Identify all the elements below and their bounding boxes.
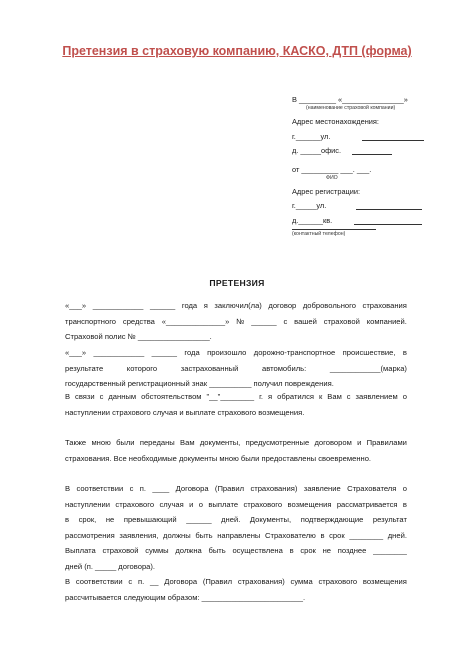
claim-heading: ПРЕТЕНЗИЯ [209, 278, 265, 288]
paragraph-word: страхового [115, 499, 155, 509]
paragraph-word: __ [149, 577, 159, 586]
paragraph-appeal [65, 389, 407, 420]
paragraph-word: ______ [149, 301, 176, 310]
addressee-to-line: В _________ «_______________» [292, 95, 408, 104]
paragraph-word: о [402, 484, 407, 493]
registration-address-label: Адрес регистрации: [292, 187, 361, 196]
sender-from-line: от _________ ___. ___. [292, 165, 372, 174]
paragraph-line: рассчитывается следующим образом: ________________________. [65, 592, 306, 602]
paragraph-word: наступлении [65, 499, 111, 509]
paragraph-word: Правилами [366, 438, 407, 447]
paragraph-word: я [268, 392, 273, 401]
paragraph-word: быть [195, 530, 213, 540]
paragraph-word: связи [75, 392, 95, 401]
paragraph-word: заявлением [355, 392, 398, 401]
paragraph-word: п. [139, 484, 146, 493]
paragraph-word: о [198, 499, 203, 509]
paragraph-word: рассматривается [336, 499, 398, 509]
paragraph-word: Страхователя [347, 484, 397, 493]
paragraph-word: страхования [362, 301, 407, 310]
paragraph-word: Вам [327, 392, 342, 401]
paragraph-word: Страхователю [264, 530, 316, 540]
paragraph-word: в [65, 515, 70, 524]
paragraph-word: и [189, 499, 194, 509]
paragraph-word: соответствии [75, 577, 123, 586]
paragraph-word: ____________ [92, 301, 144, 310]
paragraph-word: я [203, 301, 208, 310]
paragraph-word: произошло [207, 348, 247, 357]
paragraph-word: компанией. [366, 316, 407, 326]
paragraph-word: заявление [303, 484, 341, 493]
document-title: Претензия в страховую компанию, КАСКО, ДТП (форма) [62, 44, 412, 58]
paragraph-word: № [236, 316, 245, 326]
paragraph-word: автомобиль: [261, 363, 307, 373]
paragraph-accident [65, 345, 407, 392]
paragraph-word: страховой [323, 316, 360, 326]
paragraph-contract [65, 298, 407, 345]
registration-apartment-underline [354, 224, 422, 225]
paragraph-word: с [129, 484, 134, 493]
paragraph-word: быть [208, 546, 226, 555]
paragraph-line [65, 497, 407, 513]
paragraph-word: превышающий [123, 515, 177, 524]
paragraph-word: обстоятельством [141, 392, 202, 401]
paragraph-word: происшествие, [342, 348, 396, 357]
paragraph-word: Договора [175, 484, 209, 493]
paragraph-word: «______________» [161, 316, 230, 326]
paragraph-line: страхования. Все необходимые документы мною были предоставлены своевременно. [65, 453, 372, 463]
paragraph-line: Страховой полис № _________________. [65, 332, 212, 341]
paragraph-word: добровольного [302, 301, 356, 310]
paragraph-word: (Правил [214, 484, 245, 493]
paragraph-line [65, 543, 407, 559]
location-house-office-line: д. _____офис. [292, 146, 342, 155]
paragraph-word: с [283, 316, 288, 326]
paragraph-word: и [357, 438, 362, 447]
paragraph-word: страховой [102, 546, 139, 555]
paragraph-line: государственный регистрационный знак __________ получил повреждения. [65, 379, 334, 388]
registration-house-apartment-line: д.______кв. [292, 216, 333, 225]
paragraph-word: в [320, 530, 325, 540]
location-street-underline [362, 140, 424, 141]
paragraph-word: В [65, 392, 71, 401]
paragraph-word: года [181, 301, 198, 310]
paragraph-line [65, 361, 407, 377]
paragraph-word: осуществлена [232, 546, 283, 555]
paragraph-word: результат [372, 515, 407, 524]
paragraph-word: п. [137, 577, 145, 586]
paragraph-word: документы, [199, 438, 241, 447]
paragraph-word: застрахованный [180, 363, 239, 373]
paragraph-line [65, 298, 407, 314]
paragraph-word: результате [65, 363, 104, 373]
paragraph-word: случая [159, 499, 184, 509]
paragraph-word: в [402, 499, 407, 509]
paragraph-word: ________ [349, 530, 384, 540]
paragraph-word: срок, [78, 515, 97, 524]
paragraph-word: Выплата [65, 546, 96, 555]
paragraph-documents [65, 435, 407, 466]
paragraph-word: ____________ [93, 348, 145, 357]
company-name-caption: (наименование страховой компании) [306, 105, 396, 111]
paragraph-line [65, 435, 407, 451]
phone-underline [292, 229, 376, 230]
registration-city-street-line: г._____ул. [292, 201, 327, 210]
claim-body [65, 298, 407, 608]
paragraph-line [65, 481, 407, 497]
paragraph-word: должна [175, 546, 202, 555]
paragraph-word: с [128, 577, 133, 586]
paragraph-word: сумма [290, 577, 313, 586]
contact-phone-caption: (контактный телефон) [292, 231, 346, 237]
paragraph-word: ________ [373, 546, 407, 555]
paragraph-word: позднее [337, 546, 367, 555]
paragraph-word: обратился [277, 392, 315, 401]
paragraph-word: суммы [145, 546, 169, 555]
paragraph-word: Документы, [249, 515, 292, 524]
paragraph-word: дней. [387, 530, 407, 540]
paragraph-terms [65, 481, 407, 605]
paragraph-word: ______ [251, 316, 277, 326]
paragraph-word: ______ [151, 348, 177, 357]
fio-caption: ФИО [326, 175, 338, 181]
paragraph-word: страхования) [250, 484, 298, 493]
paragraph-word: с [99, 392, 104, 401]
paragraph-word: «___» [65, 301, 87, 310]
paragraph-word: "__"________ [206, 392, 255, 401]
paragraph-line [65, 512, 407, 528]
paragraph-word: предусмотренные [245, 438, 310, 447]
paragraph-word: дней. [221, 515, 241, 524]
paragraph-word: (Правил [202, 577, 233, 586]
paragraph-word: транспортного [65, 316, 117, 326]
location-city-street-line: г.______ул. [292, 132, 331, 141]
paragraph-word: ____________(марка) [329, 363, 407, 373]
paragraph-word: В [65, 484, 71, 493]
paragraph-word: средства [122, 316, 155, 326]
paragraph-word: ______ [186, 515, 212, 524]
paragraph-word: договором [314, 438, 352, 447]
paragraph-word: которого [126, 363, 158, 373]
paragraph-word: В [65, 577, 71, 586]
paragraph-word: заявления, [119, 530, 159, 540]
paragraph-word: Вам [180, 438, 195, 447]
registration-street-underline [356, 209, 422, 210]
paragraph-word: вашей [294, 316, 317, 326]
paragraph-word: данным [108, 392, 137, 401]
paragraph-word: страхового [243, 499, 283, 509]
paragraph-word: в [289, 546, 294, 555]
paragraph-line: наступлении страхового случая и выплате страхового возмещения. [65, 407, 305, 417]
paragraph-word: возмещения [287, 499, 332, 509]
paragraph-word: года [184, 348, 200, 357]
paragraph-word: в [402, 348, 407, 357]
paragraph-word: должны [163, 530, 191, 540]
paragraph-word: Договора [164, 577, 198, 586]
paragraph-word: не [105, 515, 115, 524]
paragraph-word: подтверждающие [300, 515, 364, 524]
paragraph-word: страхового [318, 577, 358, 586]
paragraph-line [65, 314, 407, 330]
paragraph-word: «___» [65, 348, 87, 357]
paragraph-word: направлены [217, 530, 261, 540]
paragraph-word: возмещения [362, 577, 407, 586]
paragraph-word: переданы [139, 438, 175, 447]
paragraph-word: к [318, 392, 323, 401]
paragraph-word: страхования) [237, 577, 285, 586]
paragraph-word: мною [91, 438, 111, 447]
paragraph-word: Также [65, 438, 87, 447]
paragraph-word: выплате [208, 499, 239, 509]
paragraph-word: г. [259, 392, 264, 401]
paragraph-word: ____ [152, 484, 170, 493]
paragraph-word: срок [329, 530, 345, 540]
paragraph-word: дорожно-транспортное [253, 348, 336, 357]
paragraph-word: не [322, 546, 332, 555]
paragraph-line [65, 528, 407, 544]
paragraph-word: заключил(ла) [214, 301, 262, 310]
paragraph-word: о [402, 392, 407, 401]
paragraph-line [65, 389, 407, 405]
paragraph-word: соответствии [76, 484, 124, 493]
paragraph-word: были [116, 438, 135, 447]
paragraph-word: срок [300, 546, 316, 555]
location-address-label: Адрес местонахождения: [292, 117, 379, 126]
paragraph-line [65, 345, 407, 361]
paragraph-line: дней (п. _____ договора). [65, 561, 156, 571]
paragraph-word: рассмотрения [65, 530, 115, 540]
location-office-underline [352, 154, 392, 155]
paragraph-line [65, 574, 407, 590]
paragraph-word: договор [268, 301, 297, 310]
paragraph-word: с [346, 392, 351, 401]
